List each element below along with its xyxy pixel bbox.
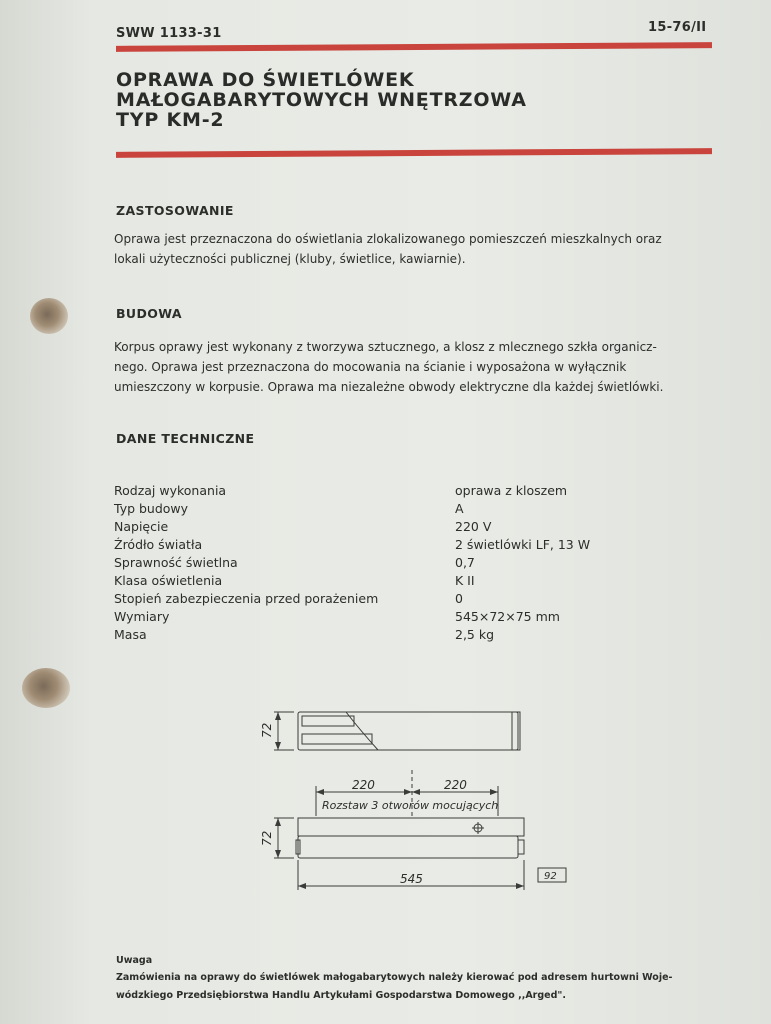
spec-row — [114, 591, 714, 609]
header-rule-top — [116, 42, 712, 52]
punch-hole-bottom — [22, 668, 70, 708]
paragraph-line: lokali użyteczności publicznej (kluby, świetlice, kawiarnie). — [114, 252, 466, 266]
paragraph-line: Oprawa jest przeznaczona do oświetlania zlokalizowanego pomieszczeń mieszkalnych oraz — [114, 232, 662, 246]
dim-72-top-label: 72 — [260, 722, 274, 738]
spec-value: K II — [455, 573, 475, 588]
note-line: Zamówienia na oprawy do świetlówek małogabarytowych należy kierować pod adresem hurtowni Woje- — [116, 972, 673, 983]
fixture-front-view-upper — [298, 818, 524, 836]
spec-row — [114, 609, 714, 627]
spec-value: 545×72×75 mm — [455, 609, 560, 624]
standard-number: SWW 1133-31 — [116, 26, 222, 41]
spec-row — [114, 537, 714, 555]
section-text-zastosowanie — [114, 229, 718, 269]
dim-545-label: 545 — [400, 872, 423, 886]
title-line-3: TYP KM-2 — [116, 109, 225, 131]
spec-value: 0,7 — [455, 555, 475, 570]
dim-220-right-label: 220 — [444, 778, 467, 792]
spec-label: Źródło światła — [114, 537, 203, 552]
figure-number: 92 — [544, 871, 557, 882]
spec-label: Typ budowy — [114, 501, 189, 516]
section-text-budowa — [114, 337, 718, 397]
title-line-1: OPRAWA DO ŚWIETLÓWEK — [116, 69, 415, 91]
technical-drawing — [240, 700, 580, 900]
paragraph-line: umieszczony w korpusie. Oprawa ma niezależne obwody elektryczne dla każdej świetlówki. — [114, 380, 664, 394]
note-heading: Uwaga — [116, 955, 153, 966]
section-heading-zastosowanie: ZASTOSOWANIE — [116, 203, 234, 218]
spec-label: Sprawność świetlna — [114, 555, 238, 570]
document-title — [116, 70, 716, 130]
spec-value: 220 V — [455, 519, 492, 534]
spec-row — [114, 483, 714, 501]
header-rule-bottom — [116, 148, 712, 158]
section-heading-budowa: BUDOWA — [116, 306, 182, 321]
tube-lower — [302, 734, 372, 744]
note-line: wódzkiego Przedsiębiorstwa Handlu Artykułami Gospodarstwa Domowego ,,Arged". — [116, 990, 566, 1001]
section-heading-dane-techniczne: DANE TECHNICZNE — [116, 431, 255, 446]
spec-label: Stopień zabezpieczenia przed porażeniem — [114, 591, 379, 606]
spec-value: A — [455, 501, 464, 516]
tube-upper — [302, 716, 354, 726]
spec-label: Rodzaj wykonania — [114, 483, 227, 498]
note-text — [116, 969, 720, 1005]
sheet-number: 15-76/II — [648, 20, 707, 35]
fixture-front-view-lower — [298, 836, 518, 858]
spec-label: Wymiary — [114, 609, 170, 624]
punch-hole-top — [30, 298, 68, 334]
spec-row — [114, 555, 714, 573]
spec-label: Masa — [114, 627, 147, 642]
title-line-2: MAŁOGABARYTOWYCH WNĘTRZOWA — [116, 89, 527, 111]
paragraph-line: Korpus oprawy jest wykonany z tworzywa sztucznego, a klosz z mlecznego szkła organicz- — [114, 340, 657, 354]
spec-value: 2 świetlówki LF, 13 W — [455, 537, 591, 552]
spec-label: Klasa oświetlenia — [114, 573, 223, 588]
spec-value: 0 — [455, 591, 463, 606]
spec-value: 2,5 kg — [455, 627, 495, 642]
spec-row — [114, 573, 714, 591]
paragraph-line: nego. Oprawa jest przeznaczona do mocowania na ścianie i wyposażona w wyłącznik — [114, 360, 627, 374]
dim-220-left-label: 220 — [352, 778, 375, 792]
dim-72-bottom-label: 72 — [260, 830, 274, 846]
fixture-end-cap-rect — [512, 712, 520, 750]
drawing-caption: Rozstaw 3 otworów mocujących — [322, 799, 499, 812]
spec-label: Napięcie — [114, 519, 169, 534]
spec-row — [114, 501, 714, 519]
spec-row — [114, 519, 714, 537]
spec-value: oprawa z kloszem — [455, 483, 568, 498]
spec-row — [114, 627, 714, 645]
